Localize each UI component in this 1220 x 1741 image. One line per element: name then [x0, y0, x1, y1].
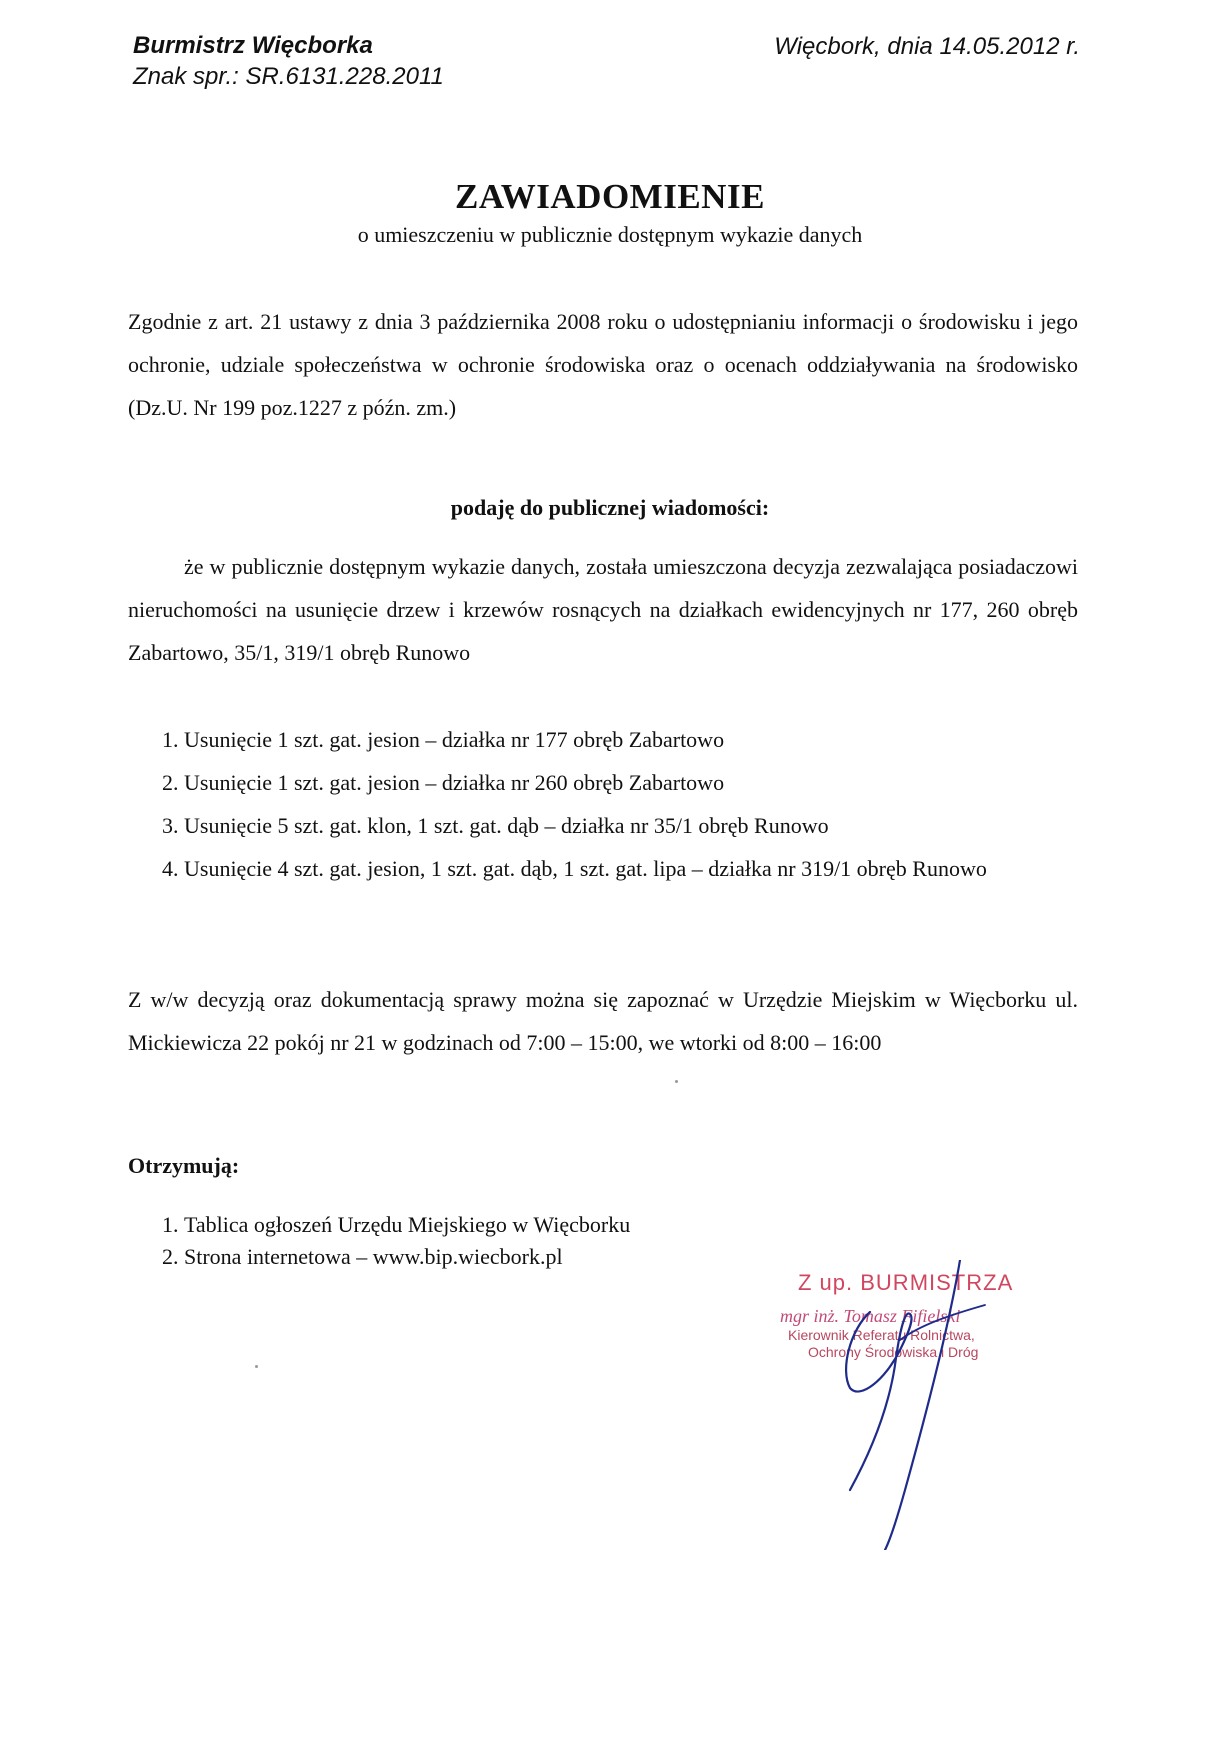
recipients-heading: Otrzymują:	[128, 1153, 240, 1178]
case-reference: Znak spr.: SR.6131.228.2011	[133, 63, 444, 90]
list-item-text: Usunięcie 1 szt. gat. jesion – działka nr 177 obręb Zabartowo	[184, 727, 725, 752]
issuing-office: Burmistrz Więcborka	[133, 32, 373, 59]
list-item-number: 2.	[162, 1244, 179, 1269]
stamp-name-line: mgr inż. Tomasz Fifielski	[780, 1306, 961, 1326]
legal-basis-paragraph: Zgodnie z art. 21 ustawy z dnia 3 października 2008 roku o udostępnianiu informacji o środowisku i jego ochronie, udziale społeczeństwa w ochronie środowiska oraz o ocenach oddziaływania na środowisko (Dz.U. Nr 199 poz.1227 z późn. zm.)	[128, 309, 1078, 420]
list-item-number: 2.	[162, 770, 179, 795]
list-item-text: Strona internetowa – www.bip.wiecbork.pl	[184, 1244, 563, 1269]
stamp-position-line: Kierownik Referatu Rolnictwa,	[788, 1327, 975, 1343]
handwritten-signature	[810, 1260, 1030, 1550]
list-item-text: Usunięcie 1 szt. gat. jesion – działka nr 260 obręb Zabartowo	[184, 770, 725, 795]
list-item	[162, 804, 1078, 847]
recipients-list	[162, 1209, 630, 1273]
place-and-date: Więcbork, dnia 14.05.2012 r.	[774, 33, 1080, 60]
list-item	[162, 718, 1078, 761]
list-item-number: 3.	[162, 813, 179, 838]
stamp-authority-line: Z up. BURMISTRZA	[798, 1270, 1014, 1295]
scan-speck	[255, 1365, 258, 1368]
scan-speck	[675, 1080, 678, 1083]
document-title: ZAWIADOMIENIE	[455, 177, 765, 216]
list-item-text: Usunięcie 5 szt. gat. klon, 1 szt. gat. dąb – działka nr 35/1 obręb Runowo	[184, 813, 829, 838]
list-item	[162, 1209, 630, 1241]
office-hours-paragraph: Z w/w decyzją oraz dokumentacją sprawy można się zapoznać w Urzędzie Miejskim w Więcborku ul. Mickiewicza 22 pokój nr 21 w godzinach od 7:00 – 15:00, we wtorki od 8:00 – 16:00	[128, 987, 1078, 1055]
decision-paragraph: że w publicznie dostępnym wykazie danych, została umieszczona decyzja zezwalająca posiadaczowi nieruchomości na usunięcie drzew i krzewów rosnących na działkach ewidencyjnych nr 177, 260 obręb Zabartowo, 35/1, 319/1 obręb Runowo	[128, 554, 1078, 665]
list-item-number: 1.	[162, 1212, 179, 1237]
list-item-number: 4.	[162, 856, 179, 881]
stamp-department-line: Ochrony Środowiska i Dróg	[808, 1344, 979, 1360]
list-item-number: 1.	[162, 727, 179, 752]
list-item-text: Usunięcie 4 szt. gat. jesion, 1 szt. gat. dąb, 1 szt. gat. lipa – działka nr 319/1 obręb Runowo	[184, 856, 987, 881]
list-item-text: Tablica ogłoszeń Urzędu Miejskiego w Więcborku	[184, 1212, 631, 1237]
announcement-line: podaję do publicznej wiadomości:	[450, 495, 770, 520]
list-item	[162, 1241, 630, 1273]
list-item	[162, 761, 1078, 804]
list-item	[162, 847, 1078, 890]
document-header	[133, 30, 444, 92]
tree-removal-list	[162, 718, 1078, 890]
document-subtitle: o umieszczeniu w publicznie dostępnym wykazie danych	[357, 222, 863, 247]
